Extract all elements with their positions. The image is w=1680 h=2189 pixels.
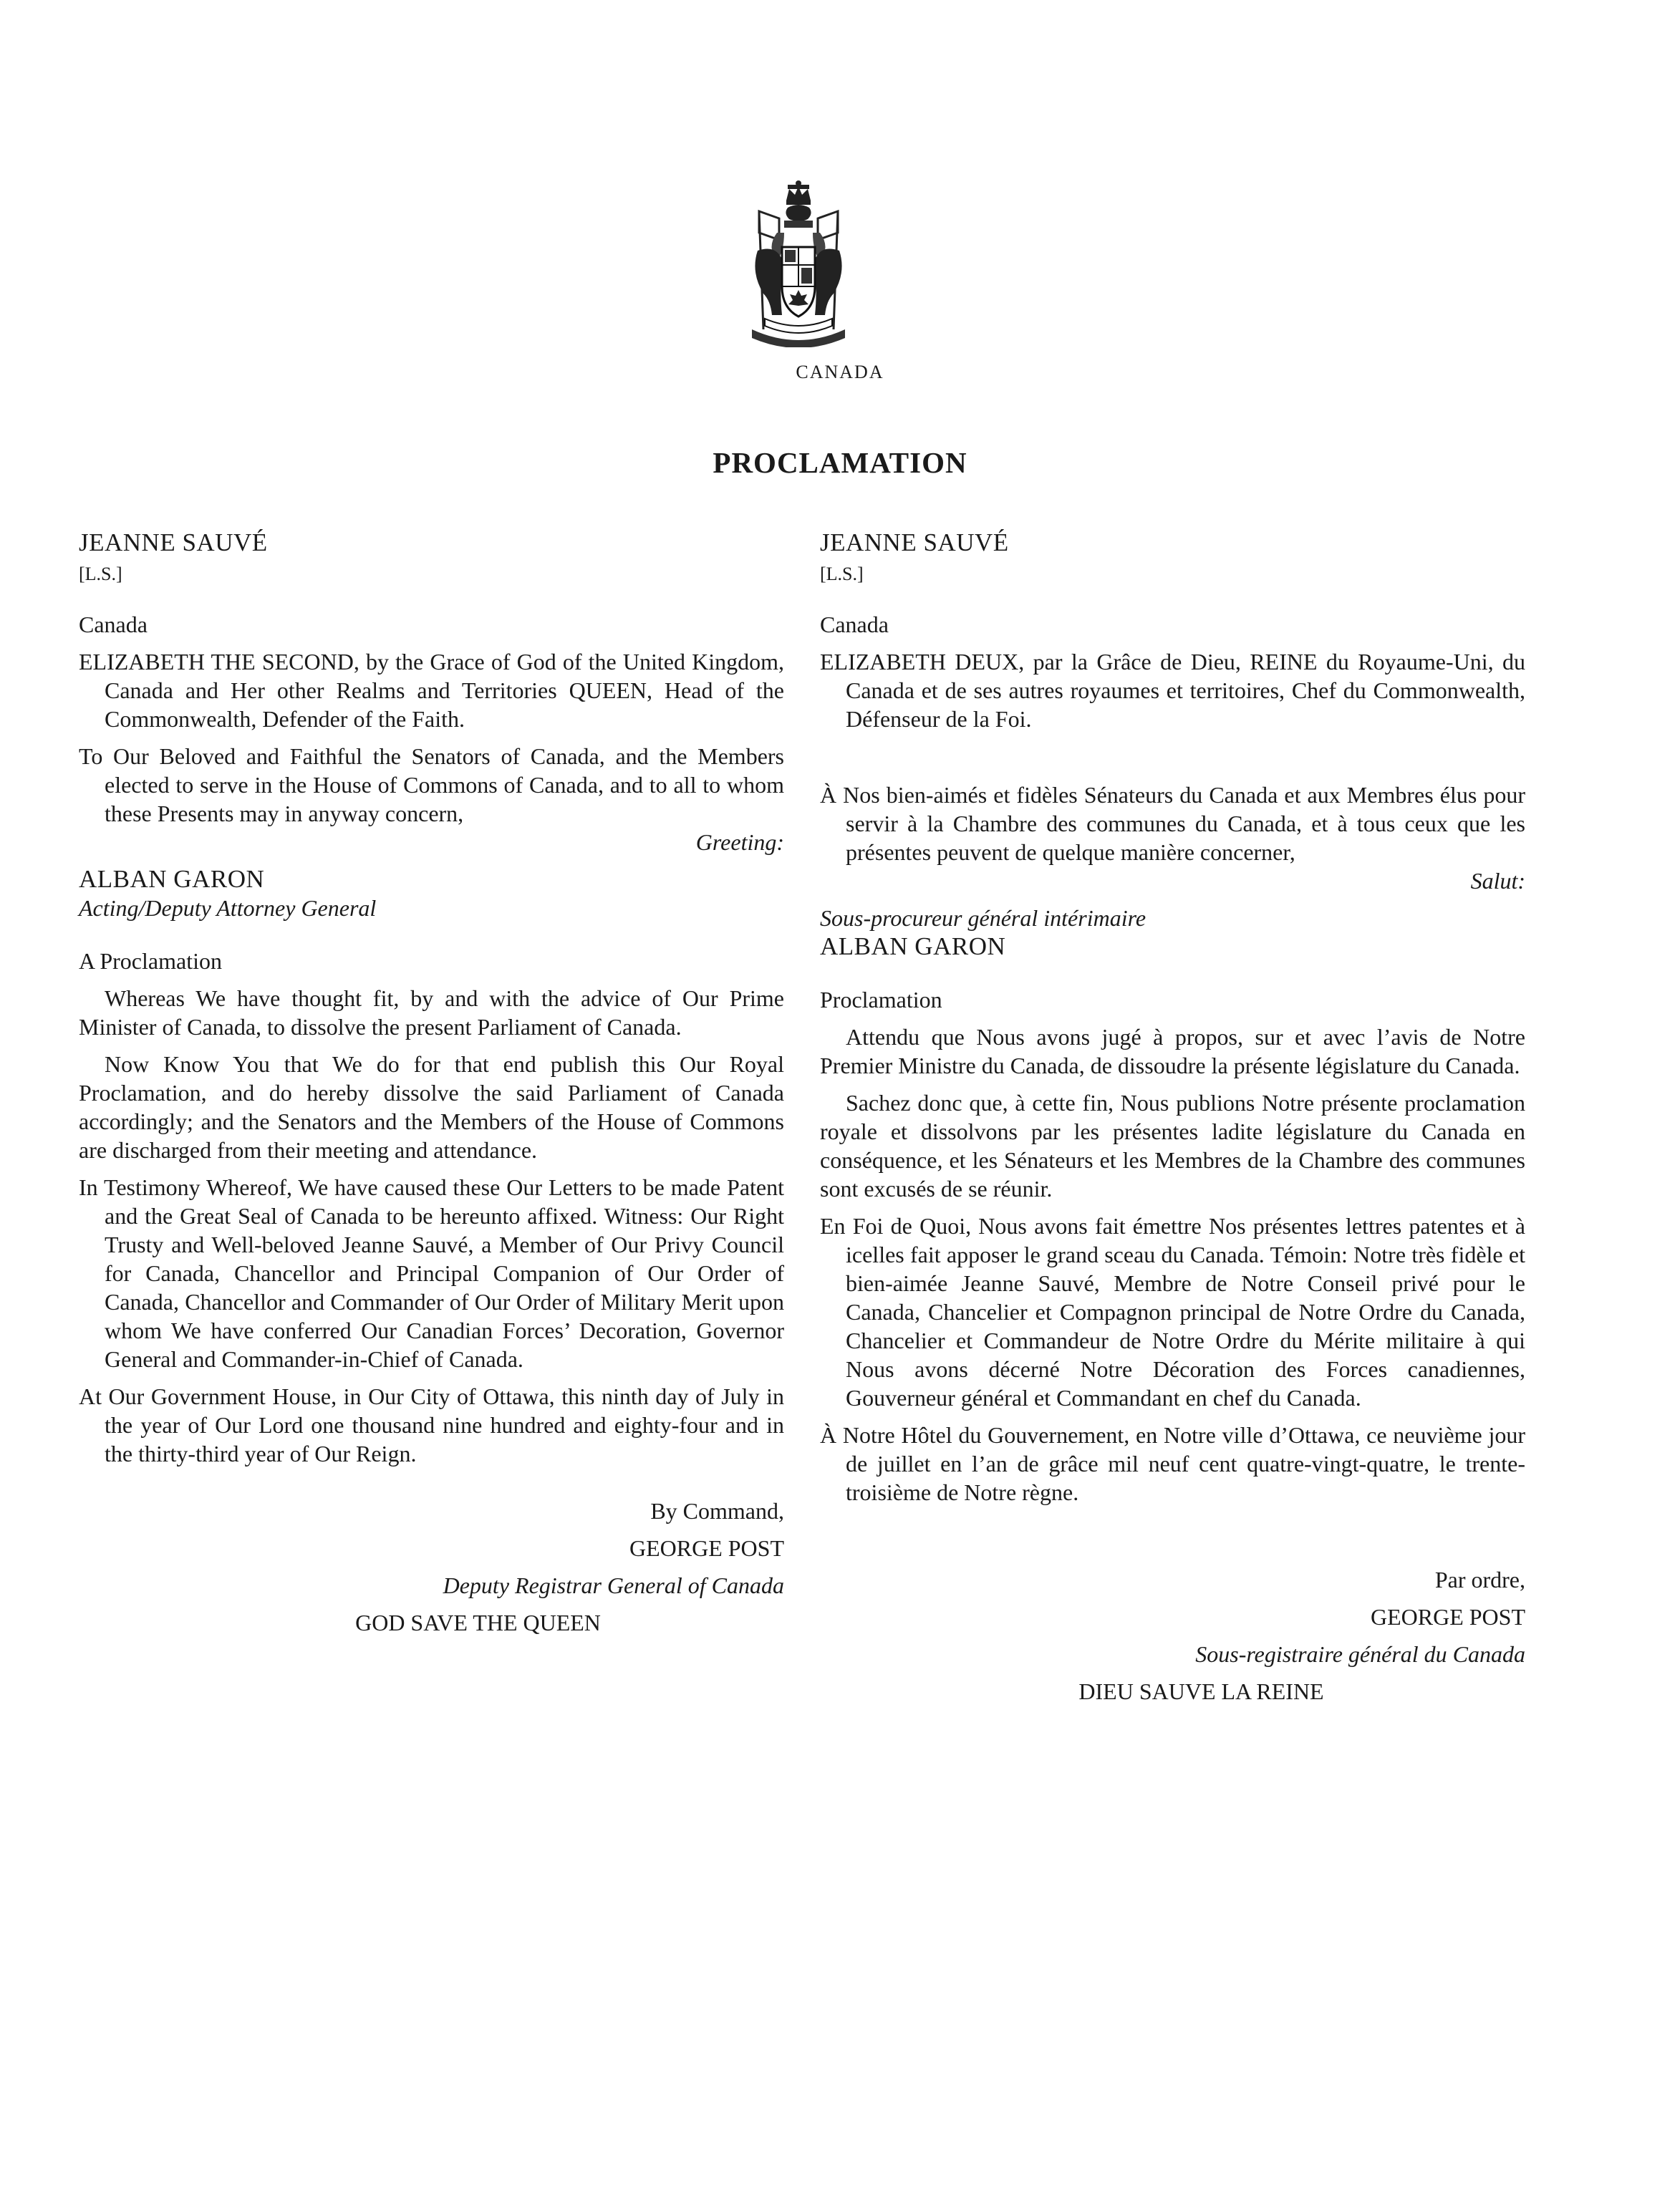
now-know-paragraph: Now Know You that We do for that end publish this Our Royal Proclamation, and do hereby dissolve the said Parliament of Canada accordingly; and the Senators and the Members of the House of Commons are discharged from their meeting and attendance. bbox=[79, 1051, 784, 1163]
place-date-paragraph: At Our Government House, in Our City of Ottawa, this ninth day of July in the year of Our Lord one thousand nine hundred and eighty-four and in the thirty-third year of Our Reign. bbox=[79, 1383, 784, 1466]
place-date-paragraph: À Notre Hôtel du Gouvernement, en Notre ville d’Ottawa, ce neuvième jour de juillet en l’an de grâce mil neuf cent quatre-vingt-quatre, le trente-troisième de Notre règne. bbox=[820, 1422, 1525, 1505]
proclamation-heading: Proclamation bbox=[820, 987, 942, 1013]
testimony-paragraph: In Testimony Whereof, We have caused these Our Letters to be made Patent and the Great Seal of Canada to be hereunto affixed. Witness: Our Right Trusty and Well-beloved Jeanne Sauvé, a Member of Our Privy Council for Canada, Chancellor and Principal Companion of Our Order of Canada, Chancellor and Commander of Our Order of Military Merit upon whom We have conferred Our Canadian Forces’ Decoration, Governor General and Commander-in-Chief of Canada. bbox=[79, 1174, 784, 1372]
seal-mark: [L.S.] bbox=[820, 564, 864, 584]
by-command: Par ordre, bbox=[1434, 1567, 1525, 1593]
country-caption: CANADA bbox=[796, 362, 884, 382]
registrar-title: Deputy Registrar General of Canada bbox=[443, 1572, 784, 1598]
testimony-paragraph: En Foi de Quoi, Nous avons fait émettre Nos présentes lettres patentes et à icelles fait apposer le grand sceau du Canada. Témoin: Notre très fidèle et bien-aimée Jeanne Sauvé, Membre de Notre Conseil privé pour le Canada, Chancelier et Compagnon principal de Notre Ordre du Canada, Chancelier et Commandeur de Notre Ordre du Mérite militaire à qui Nous avons décerné Notre Décoration des Forces canadiennes, Gouverneur général et Commandant en chef du Canada. bbox=[820, 1213, 1525, 1411]
by-command: By Command, bbox=[650, 1498, 784, 1524]
registrar-name: GEORGE POST bbox=[1370, 1604, 1525, 1630]
coat-of-arms-icon bbox=[745, 179, 852, 347]
closing-line: GOD SAVE THE QUEEN bbox=[355, 1610, 601, 1635]
closing-line: DIEU SAUVE LA REINE bbox=[1078, 1678, 1324, 1704]
attorney-title: Acting/Deputy Attorney General bbox=[79, 895, 377, 921]
seal-mark: [L.S.] bbox=[79, 564, 122, 584]
region-label: Canada bbox=[820, 612, 889, 637]
attendu-paragraph: Attendu que Nous avons jugé à propos, sur et avec l’avis de Notre Premier Ministre du Canada, de dissoudre la présente législature du Canada. bbox=[820, 1024, 1525, 1078]
greeting: Salut: bbox=[1470, 868, 1525, 894]
registrar-name: GEORGE POST bbox=[629, 1535, 784, 1561]
registrar-title: Sous-registraire général du Canada bbox=[1195, 1641, 1525, 1667]
attorney-name: ALBAN GARON bbox=[820, 932, 1006, 960]
sachez-paragraph: Sachez donc que, à cette fin, Nous publions Notre présente proclamation royale et dissolvons par les présentes ladite législature du Canada en conséquence, et les Sénateurs et les Membres de la Chambre des communes sont excusés de se réunir. bbox=[820, 1090, 1525, 1202]
region-label: Canada bbox=[79, 612, 148, 637]
attorney-name: ALBAN GARON bbox=[79, 865, 265, 893]
french-column bbox=[820, 528, 1525, 1706]
attorney-title: Sous-procureur général intérimaire bbox=[820, 905, 1146, 931]
proclamation-heading: A Proclamation bbox=[79, 948, 222, 974]
english-column bbox=[79, 528, 784, 1637]
address-paragraph: À Nos bien-aimés et fidèles Sénateurs du Canada et aux Membres élus pour servir à la Chambre des communes du Canada, et à tous ceux que les présentes peuvent de quelque manière concerner, bbox=[820, 782, 1525, 865]
address-paragraph: To Our Beloved and Faithful the Senators of Canada, and the Members elected to serve in the House of Commons of Canada, and to all to whom these Presents may in anyway concern, bbox=[79, 743, 784, 826]
page-title: PROCLAMATION bbox=[713, 446, 967, 479]
signer-name: JEANNE SAUVÉ bbox=[79, 528, 268, 556]
signer-name: JEANNE SAUVÉ bbox=[820, 528, 1009, 556]
royal-style: ELIZABETH DEUX, par la Grâce de Dieu, REINE du Royaume-Uni, du Canada et de ses autres royaumes et territoires, Chef du Commonwealth, Défenseur de la Foi. bbox=[820, 649, 1525, 732]
whereas-paragraph: Whereas We have thought fit, by and with the advice of Our Prime Minister of Canada, to dissolve the present Parliament of Canada. bbox=[79, 985, 784, 1040]
greeting: Greeting: bbox=[695, 829, 784, 855]
royal-style: ELIZABETH THE SECOND, by the Grace of God of the United Kingdom, Canada and Her other Realms and Territories QUEEN, Head of the Commonwealth, Defender of the Faith. bbox=[79, 649, 784, 732]
